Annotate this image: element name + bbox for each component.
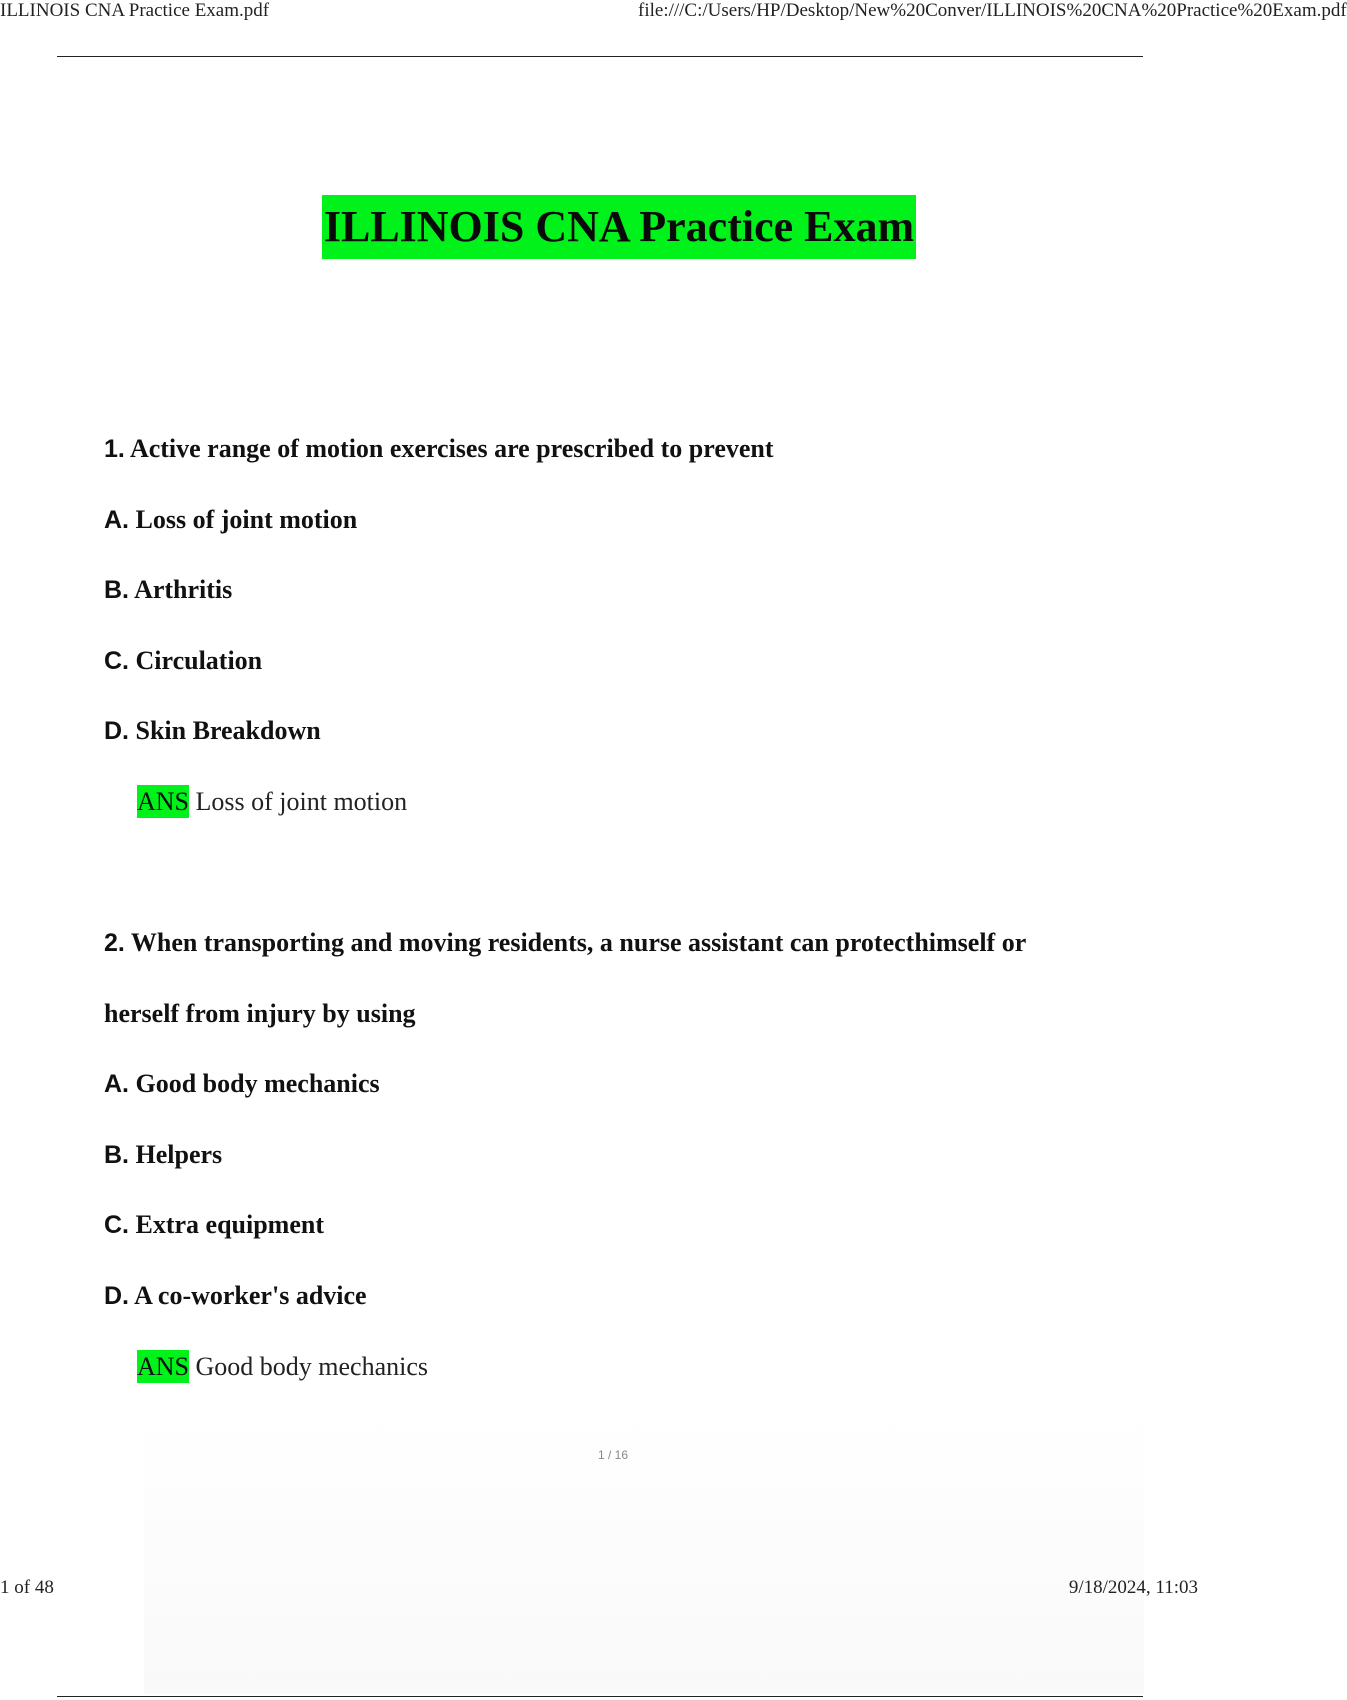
option-letter: A. [104, 1070, 129, 1099]
question-2 [104, 923, 1104, 1417]
option-text: Arthritis [134, 575, 233, 605]
page-title: ILLINOIS CNA Practice Exam [322, 195, 916, 259]
option-text: Good body mechanics [135, 1069, 380, 1099]
option-letter: C. [104, 1211, 129, 1240]
answer-text: Loss of joint motion [195, 786, 408, 816]
question-text-continued [104, 994, 1104, 1065]
option-d [104, 1276, 1104, 1347]
question-text [104, 429, 1104, 500]
option-letter: D. [104, 1281, 129, 1310]
option-b [104, 1135, 1104, 1206]
footer-divider [57, 1696, 1143, 1697]
option-d [104, 711, 1104, 782]
option-b [104, 570, 1104, 641]
browser-footer-page-count: 1 of 48 [0, 1577, 54, 1598]
question-number: 1. [104, 435, 125, 463]
option-text: Extra equipment [135, 1210, 324, 1240]
question-text-line: herself from injury by using [104, 998, 416, 1028]
question-1 [104, 429, 1104, 853]
option-a [104, 1064, 1104, 1135]
answer-label: ANS [137, 1351, 190, 1381]
option-text: A co-worker's advice [134, 1280, 367, 1310]
header-divider [57, 56, 1143, 57]
option-c [104, 1205, 1104, 1276]
answer-line [104, 782, 1104, 853]
option-c [104, 641, 1104, 712]
option-text: Loss of joint motion [135, 504, 358, 534]
question-text-line: Active range of motion exercises are prescribed to prevent [129, 434, 774, 463]
option-letter: D. [104, 717, 129, 746]
page-indicator: 1 / 16 [597, 1448, 629, 1462]
question-number: 2. [104, 929, 125, 957]
option-letter: C. [104, 646, 129, 675]
title-container [0, 195, 1238, 259]
question-text-line: When transporting and moving residents, a nurse assistant can protecthimself or [130, 928, 1027, 957]
browser-header-url: file:///C:/Users/HP/Desktop/New%20Conver/ILLINOIS%20CNA%20Practice%20Exam.pdf [638, 0, 1347, 21]
answer-label: ANS [137, 786, 190, 816]
option-text: Skin Breakdown [135, 716, 321, 746]
option-text: Helpers [135, 1139, 223, 1169]
question-text [104, 923, 1104, 994]
option-letter: B. [104, 576, 129, 605]
answer-text: Good body mechanics [195, 1351, 429, 1381]
option-letter: A. [104, 505, 129, 534]
option-text: Circulation [135, 645, 263, 675]
browser-footer-timestamp: 9/18/2024, 11:03 [1068, 1577, 1198, 1598]
option-letter: B. [104, 1140, 129, 1169]
answer-line [104, 1347, 1104, 1418]
browser-header-doc-title: ILLINOIS CNA Practice Exam.pdf [0, 0, 270, 21]
option-a [104, 500, 1104, 571]
